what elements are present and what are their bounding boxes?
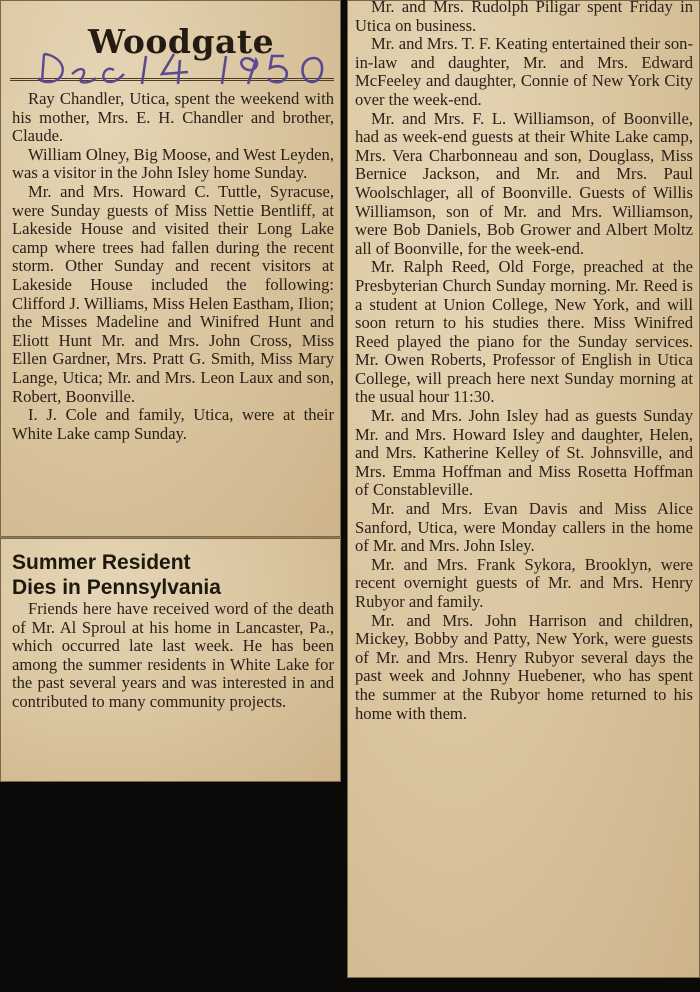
headline-line: Summer Resident — [12, 551, 191, 574]
news-paragraph: Mr. Ralph Reed, Old Forge, preached at the Presbyterian Church Sunday morning. Mr. Reed is a student at Union College, New York, and will soon return to his studies there. Miss Winifred Reed played the piano for the Sunday services. Mr. Owen Roberts, Professor of English in Utica College, will preach here next Sunday morning at the usual hour 11:30. — [355, 257, 693, 407]
woodgate-news-body — [12, 90, 334, 443]
news-paragraph: Mr. and Mrs. John Isley had as guests Sunday Mr. and Mrs. Howard Isley and daughter, Helen, and Mrs. Katherine Kelley of St. Johnsville, and Mrs. Emma Hoffman and Miss Rosetta Hoffman of Constableville. — [355, 406, 693, 500]
news-paragraph: I. J. Cole and family, Utica, were at their White Lake camp Sunday. — [12, 405, 334, 443]
news-paragraph: Mr. and Mrs. T. F. Keating entertained their son-in-law and daughter, Mr. and Mrs. Edward McFeeley and daughter, Connie of New York City over the week-end. — [355, 34, 693, 109]
news-paragraph: Mr. and Mrs. Frank Sykora, Brooklyn, were recent overnight guests of Mr. and Mrs. Henry Rubyor and family. — [355, 554, 693, 611]
news-paragraph: Ray Chandler, Utica, spent the weekend with his mother, Mrs. E. H. Chandler and brother, Claude. — [12, 89, 334, 146]
clipping-woodgate-column — [0, 0, 341, 537]
headline-line: Dies in Pennsylvania — [12, 576, 221, 599]
news-paragraph: Mr. and Mrs. John Harrison and children, Mickey, Bobby and Patty, New York, were guests of Mr. and Mrs. Henry Rubyor several days the past week and Johnny Huebener, who has spent the summer at the Rubyor home returned to his home with them. — [355, 610, 693, 723]
news-paragraph: Friends here have received word of the death of Mr. Al Sproul at his home in Lancaster, Pa., which occurred late last week. He has been among the summer residents in White Lake for the past several years and was interested in and contributed to many community projects. — [12, 599, 334, 711]
headline-woodgate: Woodgate — [88, 22, 275, 61]
news-paragraph: Mr. and Mrs. Howard C. Tuttle, Syracuse, were Sunday guests of Miss Nettie Bentliff, at Lakeside House and visited their Long Lake camp where trees had fallen during the recent storm. Other Sunday and recent visitors at Lakeside House included the following: Clifford J. Williams, Miss Helen Eastham, Ilion; the Misses Madeline and Winifred Hunt and Eliott Hunt Mr. and Mrs. John Cross, Miss Ellen Gardner, Mrs. Pratt G. Smith, Miss Mary Lange, Utica; Mr. and Mrs. Leon Laux and son, Robert, Boonville. — [12, 181, 334, 406]
news-paragraph: William Olney, Big Moose, and West Leyden, was a visitor in the John Isley home Sunday. — [12, 144, 334, 183]
right-news-body — [355, 0, 693, 723]
masthead — [10, 8, 334, 81]
obituary-headline — [12, 550, 332, 600]
news-paragraph: Mr. and Mrs. F. L. Williamson, of Boonville, had as week-end guests at their White Lake camp, Mrs. Vera Charbonneau and son, Douglass, Miss Bernice Jackson, and Mr. and Mrs. Paul Woolschlager, all of Boonville. Guests of Willis Williamson, son of Mr. and Mrs. Williamson, were Bob Daniels, Bob Grower and Albert Moltz all of Boonville, for the week-end. — [355, 108, 693, 258]
news-paragraph: Mr. and Mrs. Rudolph Piligar spent Friday in Utica on business. — [355, 0, 693, 35]
news-paragraph: Mr. and Mrs. Evan Davis and Miss Alice Sanford, Utica, were Monday callers in the home of Mr. and Mrs. John Isley. — [355, 499, 693, 556]
clipping-right-column — [347, 0, 700, 978]
clipping-obituary — [0, 537, 341, 782]
obituary-body — [12, 600, 334, 712]
